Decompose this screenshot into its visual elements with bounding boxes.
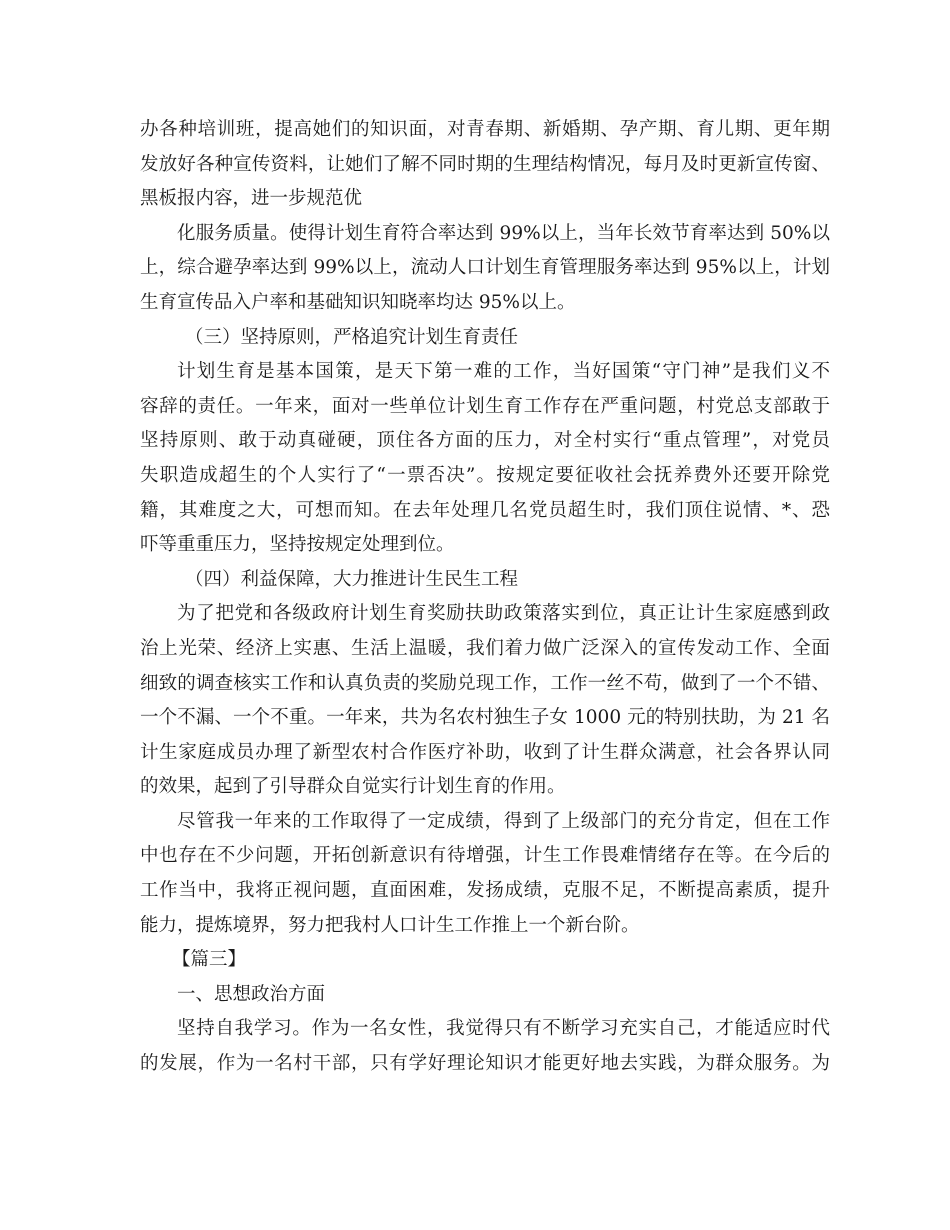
chapter-heading: 【篇三】 [172,949,247,971]
section-heading: （三）坚持原则，严格追究计划生育责任 [185,326,519,348]
text-line: 治上光荣、经济上实惠、生活上温暖，我们着力做广泛深入的宣传发动工作、全面 [140,637,830,659]
text-line: 的发展，作为一名村干部，只有学好理论知识才能更好地去实践，为群众服务。为 [140,1053,830,1075]
text-line: 为了把党和各级政府计划生育奖励扶助政策落实到位，真正让计生家庭感到政 [177,603,830,625]
text-line: 尽管我一年来的工作取得了一定成绩，得到了上级部门的充分肯定，但在工作 [177,810,830,832]
text-line: 办各种培训班，提高她们的知识面，对青春期、新婚期、孕产期、育儿期、更年期 [140,119,830,140]
text-line: 吓等重重压力，坚持按规定处理到位。 [140,534,455,556]
text-line: 细致的调查核实工作和认真负责的奖励兑现工作，工作一丝不苟，做到了一个不错、 [140,672,830,694]
text-line: 工作当中，我将正视问题，直面困难，发扬成绩，克服不足，不断提高素质，提升 [140,880,830,902]
text-line: 籍，其难度之大，可想而知。在去年处理几名党员超生时，我们顶住说情、*、恐 [140,499,830,521]
document-body [140,113,830,1082]
text-line: 能力，提炼境界，努力把我村人口计生工作推上一个新台阶。 [140,914,640,936]
text-line: 容辞的责任。一年来，面对一些单位计划生育工作存在严重问题，村党总支部敢于 [140,395,830,417]
text-line: 坚持原则、敢于动真碰硬，顶住各方面的压力，对全村实行“重点管理”，对党员 [140,430,830,452]
text-line: 黑板报内容，进一步规范优 [140,188,363,210]
text-line: 计生家庭成员办理了新型农村合作医疗补助，收到了计生群众满意，社会各界认同 [140,741,830,763]
text-line: 一个不漏、一个不重。一年来，共为名农村独生子女 1000 元的特别扶助，为 21 名 [140,707,830,729]
text-line: 的效果，起到了引导群众自觉实行计划生育的作用。 [140,776,566,798]
text-line: 上，综合避孕率达到 99%以上，流动人口计划生育管理服务率达到 95%以上，计划 [140,257,830,279]
text-line: 计划生育是基本国策，是天下第一难的工作，当好国策“守门神”是我们义不 [177,361,830,383]
text-line: 中也存在不少问题，开拓创新意识有待增强，计生工作畏难情绪存在等。在今后的 [140,845,830,867]
text-line: 失职造成超生的个人实行了“一票否决”。按规定要征收社会抚养费外还要开除党 [140,464,830,486]
text-line: 坚持自我学习。作为一名女性，我觉得只有不断学习充实自己，才能适应时代 [177,1018,830,1040]
section-heading: （四）利益保障，大力推进计生民生工程 [185,568,519,590]
text-line: 化服务质量。使得计划生育符合率达到 99%以上，当年长效节育率达到 50%以 [177,222,830,244]
section-heading: 一、思想政治方面 [177,983,326,1005]
text-line: 生育宣传品入户率和基础知识知晓率均达 95%以上。 [140,291,576,313]
text-line: 发放好各种宣传资料，让她们了解不同时期的生理结构情况，每月及时更新宣传窗、 [140,153,830,175]
